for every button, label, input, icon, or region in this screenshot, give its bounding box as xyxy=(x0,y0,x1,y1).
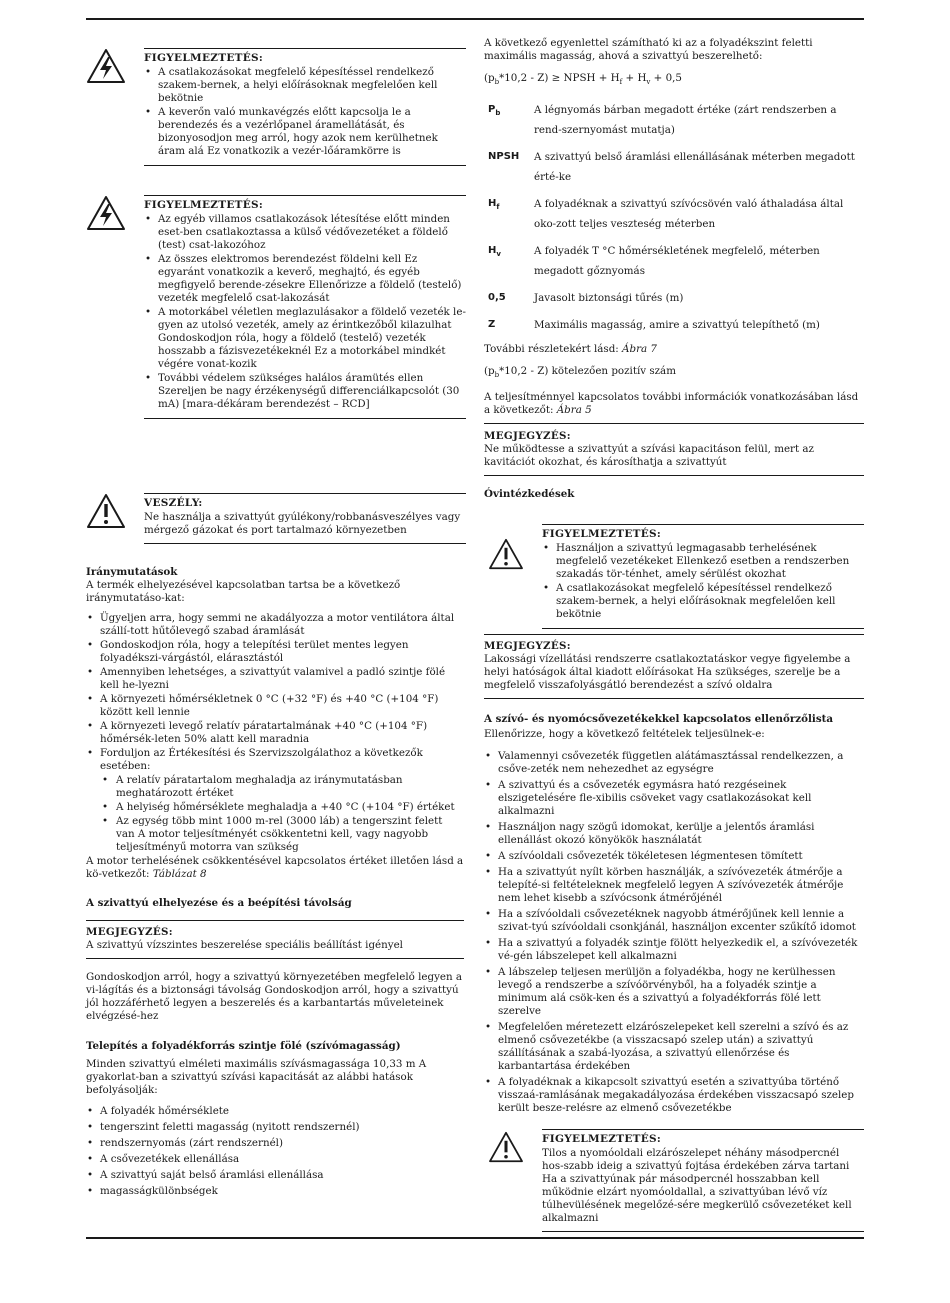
definition-key: Z xyxy=(488,319,496,331)
warning-wiring xyxy=(484,512,864,620)
formula-sub: v xyxy=(646,78,651,87)
top-rule xyxy=(86,18,864,20)
list-item: • A szívóoldali csővezeték tökéletesen légmentesen tömített xyxy=(484,850,864,863)
warning-list xyxy=(144,213,466,419)
section-heading: Óvintézkedések xyxy=(484,488,575,500)
list-item: • A környezeti hőmérsékletnek 0 °C (+32 °F) és +40 °C (+104 °F) között kell lennie xyxy=(86,693,464,719)
warning-triangle-icon xyxy=(488,538,524,570)
note-box xyxy=(484,634,864,699)
paragraph: Ellenőrizze, hogy a következő feltételek teljesülnek-e: xyxy=(484,728,765,740)
list-item: • Használjon nagy szögű idomokat, kerülje a jelentős áramlási ellenállást okozó könyökök használatát xyxy=(484,821,864,847)
warning-text: Tilos a nyomóoldali elzárószelepet néhány másodpercnél hos-szabb ideig a szivattyú fojtása érdekében zárva tartani Ha a szivattyúnak pár másodpercnél hosszabban kell működnie elzárt nyomóoldallal, a szivattyúban lévő víz túlhevülésének megelőzé-sére megkerülő csővezetéket kell alkalmazni xyxy=(542,1147,864,1232)
formula xyxy=(484,72,864,89)
paragraph xyxy=(86,855,464,881)
text: További részletekért lásd: xyxy=(484,343,623,356)
definition-text: Maximális magasság, amire a szivattyú telepíthető (m) xyxy=(534,319,820,332)
electric-hazard-icon xyxy=(86,195,126,231)
list-item: • Ha a szívóoldali csővezetéknek nagyobb átmérőjűnek kell lennie a szivat-tyú szívóoldali csonkjánál, használjon excenter szűkítő idomot xyxy=(484,908,864,934)
definition-text: A légnyomás bárban megadott értéke (zárt rendszerben a rend-szernyomást mutatja) xyxy=(534,104,837,137)
definition-key: 0,5 xyxy=(488,292,506,304)
definition-row xyxy=(484,239,864,286)
list-item: • tengerszint feletti magasság (nyitott rendszernél) xyxy=(86,1121,464,1134)
warning-throttling xyxy=(484,1129,864,1224)
paragraph xyxy=(484,391,864,417)
list-item: • A folyadéknak a kikapcsolt szivattyú esetén a szivattyúba történő visszaá-ramlásának megakadályozása érdekében visszacsapó szelep került besze-relésre az elmenő csővezetékbe xyxy=(484,1076,864,1115)
formula-part: (p xyxy=(484,72,495,84)
section-heading: A szivattyú elhelyezése és a beépítési távolság xyxy=(86,897,352,909)
paragraph: A termék elhelyezésével kapcsolatban tartsa be a következő iránymutatáso-kat: xyxy=(86,579,401,604)
list-item: • A szivattyú saját belső áramlási ellenállása xyxy=(86,1169,464,1182)
electric-hazard-icon xyxy=(86,48,126,84)
list-item: • A lábszelep teljesen merüljön a folyadékba, hogy ne kerülhessen levegő a rendszerbe a szívóörvényből, ha a folyadék szintje a minimum alá csök-ken és a szivattyú a folyadékforrás fölé lett szerelve xyxy=(484,966,864,1018)
formula-part: + H xyxy=(622,72,647,84)
left-column xyxy=(86,566,464,1199)
note-box xyxy=(86,920,464,959)
warning-title: FIGYELMEZTETÉS: xyxy=(144,48,466,65)
formula-part: *10,2 - Z) ≥ NPSH + H xyxy=(499,72,620,84)
note-box xyxy=(484,423,864,476)
formula-definitions xyxy=(484,98,864,340)
definition-text: A szivattyú belső áramlási ellenállásának méterben megadott érté-ke xyxy=(534,151,855,184)
list-item: • A környezeti levegő relatív páratartalmának +40 °C (+104 °F) hőmérsék-leten 50% alatt kell maradnia xyxy=(86,720,464,746)
warning-list xyxy=(542,542,864,629)
definition-row xyxy=(484,145,864,192)
formula-part: + 0,5 xyxy=(650,72,682,84)
table-reference-link[interactable]: Táblázat 8 xyxy=(152,868,207,880)
note-title: MEGJEGYZÉS: xyxy=(484,430,571,443)
definition-row xyxy=(484,286,864,313)
list-item: • A csatlakozásokat megfelelő képesítéssel rendelkező szakem-bernek, a helyi előírásoknak megfelelően kell bekötnie xyxy=(144,66,466,105)
list-item: • Valamennyi csővezeték független alátámasztással rendelkezzen, a csőve-zeték nem nehezedhet az egységre xyxy=(484,750,864,776)
formula-sub: b xyxy=(494,371,500,380)
list-item: • Használjon a szivattyú legmagasabb terhelésének megfelelő vezetékeket Ellenkező esetben a rendszerben szakadás tör-ténhet, amely sérülést okozhat xyxy=(542,542,864,581)
formula-sub: f xyxy=(619,78,623,87)
section-heading: A szívó- és nyomócsővezetékekkel kapcsolatos ellenőrzőlista xyxy=(484,713,834,725)
note-title: MEGJEGYZÉS: xyxy=(86,926,173,938)
note-text: Ne működtesse a szivattyút a szívási kapacitáson felül, mert az kavitációt okozhat, és károsíthatja a szivattyút xyxy=(484,443,814,469)
danger-title: VESZÉLY: xyxy=(144,493,466,510)
list-item: • A csatlakozásokat megfelelő képesítéssel rendelkező szakem-bernek, a helyi előírásoknak megfelelően kell bekötnie xyxy=(542,582,864,621)
list-item: • Forduljon az Értékesítési és Szervizszolgálathoz a következők esetében: xyxy=(86,747,464,773)
list-subitem: • A relatív páratartalom meghaladja az iránymutatásban meghatározott értéket xyxy=(86,774,464,800)
note-text: A szivattyú vízszintes beszerelése speciális beállítást igényel xyxy=(86,939,403,951)
section-heading: Iránymutatások xyxy=(86,566,178,578)
list-item: • Ha a szivattyút nyílt körben használják, a szívóvezeték átmérője a telepíté-si feltételeknek megfelelő legyen A szívóvezeték átmérője nem lehet kisebb a szívócsonk átmérőjénél xyxy=(484,866,864,905)
suction-factors-list xyxy=(86,1105,464,1198)
list-subitem: • Az egység több mint 1000 m-rel (3000 láb) a tengerszint felett van A motor teljesítményét csökkentetni kell, vagy nagyobb teljesítményű motorra van szükség xyxy=(86,815,464,854)
bottom-rule xyxy=(86,1237,864,1239)
guidelines-list xyxy=(86,612,464,854)
list-item: • Gondoskodjon róla, hogy a telepítési terület mentes legyen folyadékszi-várgástól, elárasztástól xyxy=(86,639,464,665)
definition-key: NPSH xyxy=(488,151,520,163)
list-item: • A motorkábel véletlen meglazulásakor a földelő vezeték le-gyen az utolsó vezeték, amely az érintkezőből kilazulhat Gondoskodjon róla, hogy a földelő (testelő) vezeték hosszabb a fázisvezetékeknél Ez a motorkábel mindkét végére vonat-kozik xyxy=(144,306,466,371)
warning-title: FIGYELMEZTETÉS: xyxy=(144,195,466,212)
right-column-bottom xyxy=(484,488,864,1224)
warning-triangle-icon xyxy=(86,493,126,529)
text: A motor terhelésének csökkentésével kapcsolatos értéket illetően lásd a kö-vetkezőt: xyxy=(86,855,464,880)
list-item: • Ügyeljen arra, hogy semmi ne akadályozza a motor ventilátora által szállí-tott hűtőlevegő szabad áramlását xyxy=(86,612,464,638)
section-heading: Telepítés a folyadékforrás szintje fölé (szívómagasság) xyxy=(86,1040,401,1052)
warning-body xyxy=(542,524,864,629)
definition-row xyxy=(484,98,864,145)
list-item: • Az összes elektromos berendezést földelni kell Ez egyaránt vonatkozik a keverő, meghajtó, és egyéb megfigyelő berende-zésekre Ellenőrizze a földelő (testelő) vezeték megfelelő csat-lakozását xyxy=(144,253,466,305)
list-item: • Amennyiben lehetséges, a szivattyút valamivel a padló szintje fölé kell he-lyezni xyxy=(86,666,464,692)
note-title: MEGJEGYZÉS: xyxy=(484,640,571,652)
formula-sub: b xyxy=(494,78,500,87)
definition-row xyxy=(484,313,864,340)
figure-reference-link[interactable]: Ábra 7 xyxy=(622,343,657,356)
danger-text: Ne használja a szivattyút gyúlékony/robbanásveszélyes vagy mérgező gázokat és port tartalmazó környezetben xyxy=(144,511,466,544)
paragraph: Gondoskodjon arról, hogy a szivattyú környezetében megfelelő legyen a vi-lágítás és a biztonsági távolság Gondoskodjon arról, hogy a szivattyú jól hozzáférhető legyen a beszerelés és a karbantartás műveleteinek elvégzésé-hez xyxy=(86,971,463,1022)
list-item: • Az egyéb villamos csatlakozások létesítése előtt minden eset-ben csatlakoztassa a külső védővezetéket a földelő (test) csat-lakozóhoz xyxy=(144,213,466,252)
list-subitem: • A helyiség hőmérséklete meghaladja a +40 °C (+104 °F) értéket xyxy=(86,801,464,814)
figure-reference-link[interactable]: Ábra 5 xyxy=(556,404,592,417)
list-item: • magasságkülönbségek xyxy=(86,1185,464,1198)
right-column-top xyxy=(484,37,864,476)
text: (p xyxy=(484,365,495,378)
warning-title: FIGYELMEZTETÉS: xyxy=(542,524,864,541)
list-item: • Ha a szivattyú a folyadék szintje fölött helyezkedik el, a szívóvezeték vé-gén lábszelepet kell alkalmazni xyxy=(484,937,864,963)
warning-list xyxy=(144,66,466,166)
paragraph xyxy=(484,343,864,356)
warning-triangle-icon xyxy=(488,1131,524,1163)
definition-text: Javasolt biztonsági tűrés (m) xyxy=(534,292,684,305)
list-item: • További védelem szükséges halálos áramütés ellen Szereljen be nagy érzékenységű differenciálkapcsolót (30 mA) [mara-dékáram berendezést – RCD] xyxy=(144,372,466,411)
definition-text: A folyadéknak a szivattyú szívócsövén való áthaladása által oko-zott teljes veszteség méterben xyxy=(534,198,844,231)
paragraph xyxy=(484,365,864,382)
definition-key: $H_v$ xyxy=(488,245,501,259)
checklist xyxy=(484,750,864,1115)
formula-intro: A következő egyenlettel számítható ki az a folyadékszint feletti maximális magasság, ahová a szivattyú beszerelhető: xyxy=(484,37,813,62)
list-item: • A szivattyú és a csővezeték egymásra ható rezgéseinek elszigetelésére fle-xibilis csöveket vagy csatlakozásokat kell alkalmazni xyxy=(484,779,864,818)
definition-key: $P_b$ xyxy=(488,104,501,118)
warning-body xyxy=(542,1129,864,1232)
list-item: • A csővezetékek ellenállása xyxy=(86,1153,464,1166)
list-item: • A folyadék hőmérséklete xyxy=(86,1105,464,1118)
warning-title: FIGYELMEZTETÉS: xyxy=(542,1129,864,1146)
definition-row xyxy=(484,192,864,239)
definition-key: $H_f$ xyxy=(488,198,500,212)
paragraph: Minden szivattyú elméleti maximális szívásmagassága 10,33 m A gyakorlat-ban a szivattyú szívási kapacitását az alábbi hatások befolyásolják: xyxy=(86,1058,427,1096)
text: *10,2 - Z) kötelezően pozitív szám xyxy=(499,365,676,378)
list-item: • Megfelelően méretezett elzárószelepeket kell szerelni a szívó és az elmenő csővezetékbe (a visszacsapó szelep után) a szivattyú szállításának a szabá-lyozása, a szivattyú ellenőrzése és karbantartása érdekében xyxy=(484,1021,864,1073)
definition-text: A folyadék T °C hőmérsékletének megfelelő, méterben megadott gőznyomás xyxy=(534,245,820,278)
list-item: • A keverőn való munkavégzés előtt kapcsolja le a berendezés és a vezérlőpanel áramellátását, és bizonyosodjon meg arról, hogy azok nem kerülhetnek áram alá Ez vonatkozik a vezér-lőáramkörre is xyxy=(144,106,466,158)
note-text: Lakossági vízellátási rendszerre csatlakoztatáskor vegye figyelembe a helyi hatóságok által kiadott előírásokat Ha szükséges, szerelje be a megfelelő visszafolyásgátló berendezést a szívó oldalra xyxy=(484,653,851,691)
list-item: • rendszernyomás (zárt rendszernél) xyxy=(86,1137,464,1150)
text: A teljesítménnyel kapcsolatos további információk vonatkozásában lásd a következőt: xyxy=(484,391,859,417)
